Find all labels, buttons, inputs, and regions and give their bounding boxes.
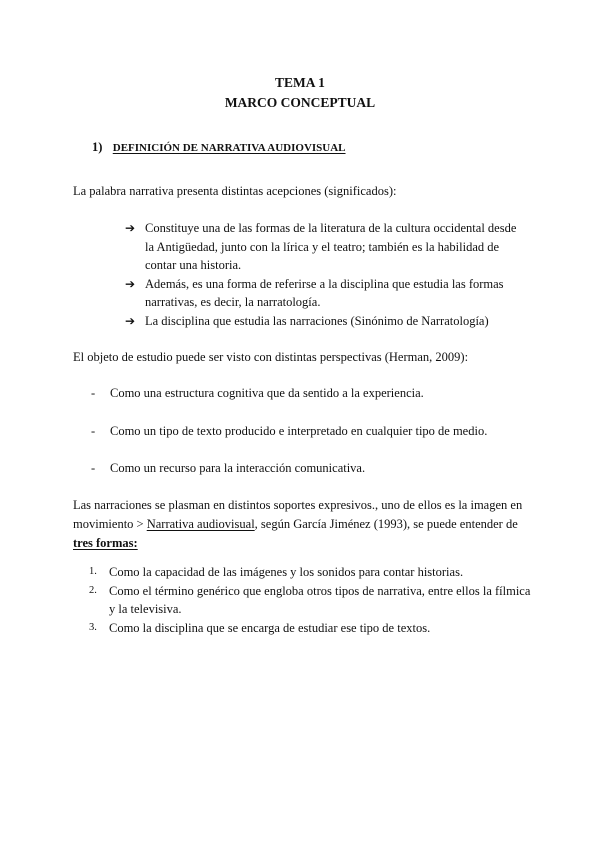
item-number: 3. (89, 621, 97, 633)
list-item (89, 582, 539, 619)
arrow-right-icon: ➔ (125, 221, 136, 235)
list-item (125, 312, 525, 331)
item-number: 2. (89, 584, 97, 596)
list-item-text: Además, es una forma de referirse a la disciplina que estudia las formas narrativas, es decir, la narratología. (145, 276, 504, 309)
topic-label: TEMA 1 (275, 75, 325, 90)
tres-formas-term: tres formas: (73, 536, 138, 550)
dash-bullet: - (91, 461, 96, 475)
dash-bullet: - (91, 424, 96, 438)
meanings-list (125, 219, 525, 330)
list-item-text: La disciplina que estudia las narraciones (Sinónimo de Narratología) (145, 313, 489, 328)
section-heading (92, 140, 346, 155)
perspective-text: Como un recurso para la interacción comunicativa. (110, 461, 366, 475)
list-item-text: Como la capacidad de las imágenes y los sonidos para contar historias. (109, 565, 464, 579)
perspective-item (91, 384, 424, 402)
narrations-text-2: , según García Jiménez (1993), se puede entender de (254, 517, 518, 531)
intro-paragraph: La palabra narrativa presenta distintas acepciones (significados): (73, 184, 397, 198)
section-heading-text: DEFINICIÓN DE NARRATIVA AUDIOVISUAL (112, 142, 346, 154)
list-item (89, 563, 539, 582)
narrativa-audiovisual-term: Narrativa audiovisual (146, 517, 255, 531)
narrations-text-1: Las narraciones se plasman en distintos soportes expresivos., uno de ellos es la imagen en movimiento > (73, 498, 523, 531)
perspective-text: Como un tipo de texto producido e interpretado en cualquier tipo de medio. (110, 424, 488, 438)
dash-bullet: - (91, 386, 96, 400)
page-title: MARCO CONCEPTUAL (224, 95, 376, 110)
forms-list (89, 563, 539, 637)
list-item-text: Constituye una de las formas de la literatura de la cultura occidental desde la Antigüedad, junto con la lírica y el teatro; también es la habilidad de contar una historia. (145, 221, 517, 272)
list-item-text: Como el término genérico que engloba otros tipos de narrativa, entre ellos la fílmica y la televisiva. (109, 583, 531, 616)
list-item (125, 275, 525, 312)
section-number: 1) (92, 140, 103, 154)
narrations-paragraph (73, 496, 533, 553)
list-item (89, 619, 539, 638)
list-item-text: Como la disciplina que se encarga de estudiar ese tipo de textos. (109, 620, 431, 635)
item-number: 1. (89, 566, 97, 577)
arrow-right-icon: ➔ (125, 313, 136, 328)
object-paragraph: El objeto de estudio puede ser visto con distintas perspectivas (Herman, 2009): (73, 350, 469, 364)
perspective-item (91, 422, 487, 440)
perspective-text: Como una estructura cognitiva que da sentido a la experiencia. (110, 386, 424, 400)
list-item (125, 219, 525, 275)
perspective-item (91, 459, 365, 477)
arrow-right-icon: ➔ (125, 276, 136, 291)
